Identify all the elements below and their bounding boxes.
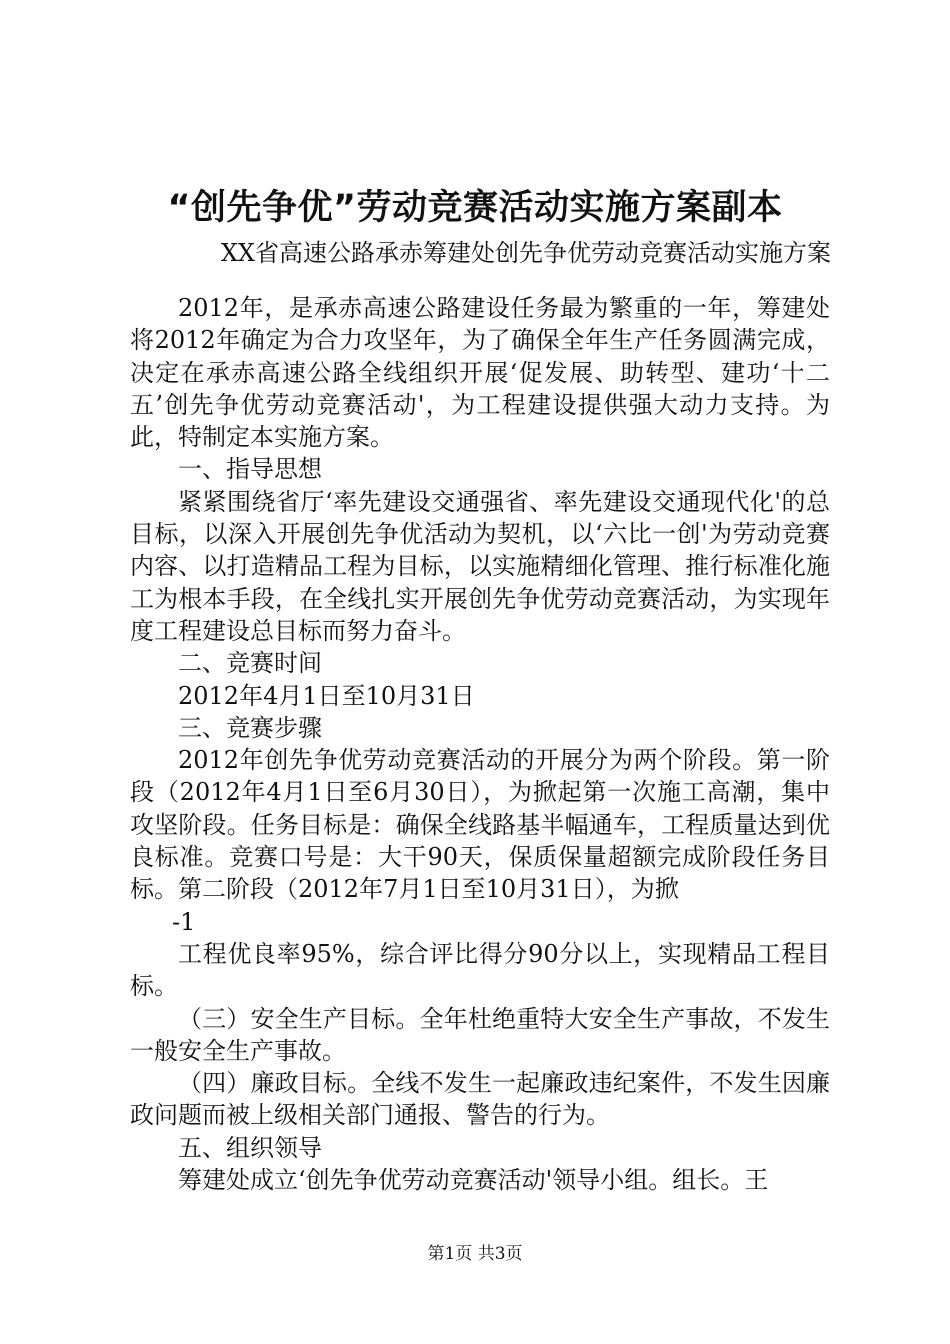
document-subtitle: XX省高速公路承赤筹建处创先争优劳动竞赛活动实施方案 [220, 239, 831, 267]
paragraph-quality-target: 工程优良率95%，综合评比得分90分以上，实现精品工程目标。 [130, 939, 830, 1001]
paragraph-guiding-ideology: 紧紧围绕省厅‘率先建设交通强省、率先建设交通现代化'的总目标，以深入开展创先争优活动为契机，以‘六比一创'为劳动竞赛内容、以打造精品工程为目标，以实施精细化管理、推行标准化施工为根本手段，在全线扎实开展创先争优劳动竞赛活动，为实现年度工程建设总目标而努力奋斗。 [130, 487, 830, 645]
paragraph-integrity-target: （四）廉政目标。全线不发生一起廉政违纪案件，不发生因廉政问题而被上级相关部门通报、警告的行为。 [130, 1069, 830, 1130]
paragraph-competition-time: 2012年4月1日至10月31日 [178, 681, 475, 710]
section-heading-organization: 五、组织领导 [178, 1133, 322, 1162]
document-body [130, 292, 830, 1196]
page-marker: -1 [172, 907, 196, 936]
paragraph-safety-target: （三）安全生产目标。全年杜绝重特大安全生产事故，不发生一般安全生产事故。 [130, 1004, 830, 1065]
paragraph-intro: 2012年，是承赤高速公路建设任务最为繁重的一年，筹建处将2012年确定为合力攻坚年，为了确保全年生产任务圆满完成，决定在承赤高速公路全线组织开展‘促发展、助转型、建功‘十二五’创先争优劳动竞赛活动'，为工程建设提供强大动力支持。为此，特制定本实施方案。 [130, 294, 830, 452]
page-footer: 第1页 共3页 [427, 1244, 523, 1264]
paragraph-organization: 筹建处成立‘创先争优劳动竞赛活动'领导小组。组长。王 [178, 1166, 769, 1195]
section-heading-guiding-ideology: 一、指导思想 [178, 455, 322, 484]
paragraph-competition-steps: 2012年创先争优劳动竞赛活动的开展分为两个阶段。第一阶段（2012年4月1日至6月30日），为掀起第一次施工高潮，集中攻坚阶段。任务目标是：确保全线路基半幅通车，工程质量达到优良标准。竞赛口号是：大干90天，保质保量超额完成阶段任务目标。第二阶段（2012年7月1日至10月31日），为掀 [130, 746, 830, 904]
section-heading-competition-steps: 三、竞赛步骤 [178, 713, 322, 742]
section-heading-competition-time: 二、竞赛时间 [178, 649, 322, 678]
document-title: “创先争优”劳动竞赛活动实施方案副本 [167, 188, 783, 228]
